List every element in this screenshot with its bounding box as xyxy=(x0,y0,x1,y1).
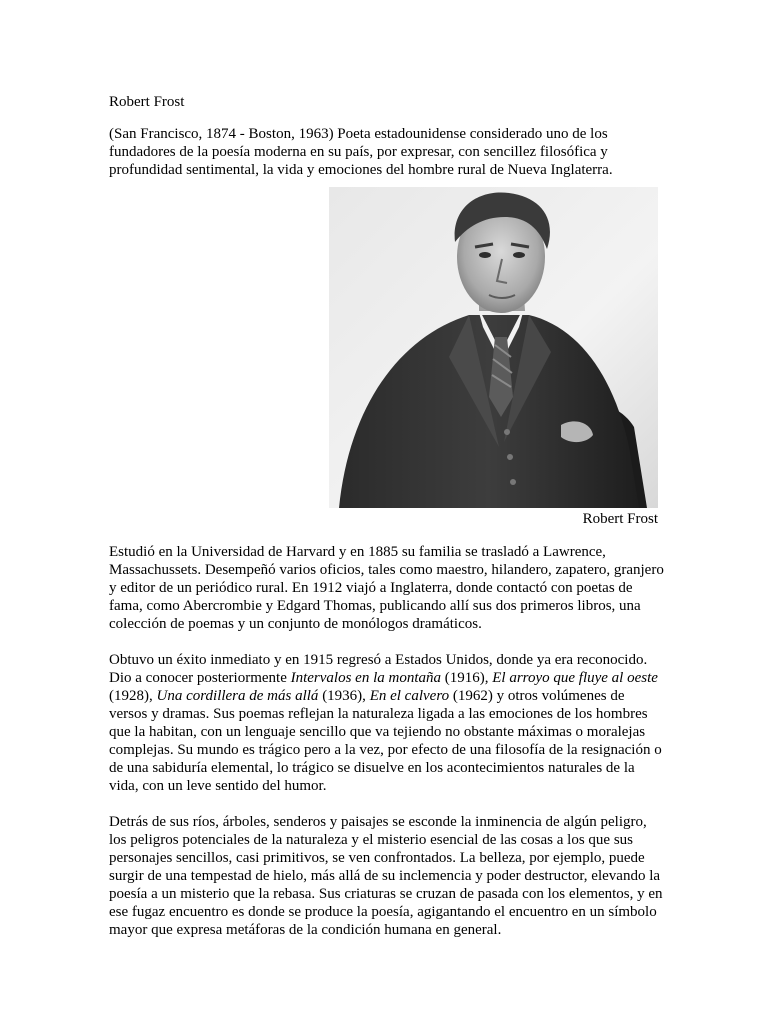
paragraph-text: (1936), xyxy=(318,688,370,704)
portrait-figure xyxy=(109,187,665,529)
paragraph-text: (1916), xyxy=(441,670,493,686)
document-title: Robert Frost xyxy=(109,94,185,110)
paragraph-text: Obtuvo un éxito inmediato y en 1915 regresó a Estados Unidos, donde ya era reconocido. Dio a conocer posteriormente xyxy=(109,652,648,686)
work-title: Intervalos en la montaña xyxy=(290,670,442,686)
intro-paragraph: (San Francisco, 1874 - Boston, 1963) Poeta estadounidense considerado uno de los fundadores de la poesía moderna en su país, por expresar, con sencillez filosófica y profundidad sentimental, la vida y emociones del hombre rural de Nueva Inglaterra. xyxy=(109,126,613,178)
paragraph-text: (1928), xyxy=(109,688,157,704)
paragraph-text: (1962) y otros volúmenes de versos y dramas. Sus poemas reflejan la naturaleza ligada a las emociones de los hombres que la habitan, con un lenguaje sencillo que va tejiendo no obstante máximas o moralejas complejas. Su mundo es trágico pero a la vez, por efecto de una filosofía de la resignación o de una sabiduría elemental, lo trágico se disuelve en los acontecimientos naturales de la vida, con un leve sentido del humor. xyxy=(109,688,662,794)
photo-caption: Robert Frost xyxy=(582,511,658,527)
paragraph-works xyxy=(109,651,665,795)
document-page xyxy=(109,93,665,939)
portrait-photo xyxy=(329,187,658,508)
work-title: Una cordillera de más allá xyxy=(156,688,319,704)
paragraph-themes: Detrás de sus ríos, árboles, senderos y paisajes se esconde la inminencia de algún peligro, los peligros potenciales de la naturaleza y el misterio esencial de las cosas a los que sus personajes sencillos, casi primitivos, se ven confrontados. La belleza, por ejemplo, puede surgir de una tempestad de hielo, más allá de su inclemencia y poder destructor, elevando la poesía a un misterio que la rebasa. Sus criaturas se cruzan de pasada con los elementos, y en ese fugaz encuentro es donde se produce la poesía, agigantando el encuentro en un símbolo mayor que expresa metáforas de la condición humana en general. xyxy=(109,814,663,938)
paragraph-education: Estudió en la Universidad de Harvard y en 1885 su familia se trasladó a Lawrence, Massachussets. Desempeñó varios oficios, tales como maestro, hilandero, zapatero, granjero y editor de un periódico rural. En 1912 viajó a Inglaterra, donde contactó con poetas de fama, como Abercrombie y Edgard Thomas, publicando allí sus dos primeros libros, una colección de poemas y un conjunto de monólogos dramáticos. xyxy=(109,544,664,632)
work-title: En el calvero xyxy=(369,688,450,704)
work-title: El arroyo que fluye al oeste xyxy=(492,670,658,686)
